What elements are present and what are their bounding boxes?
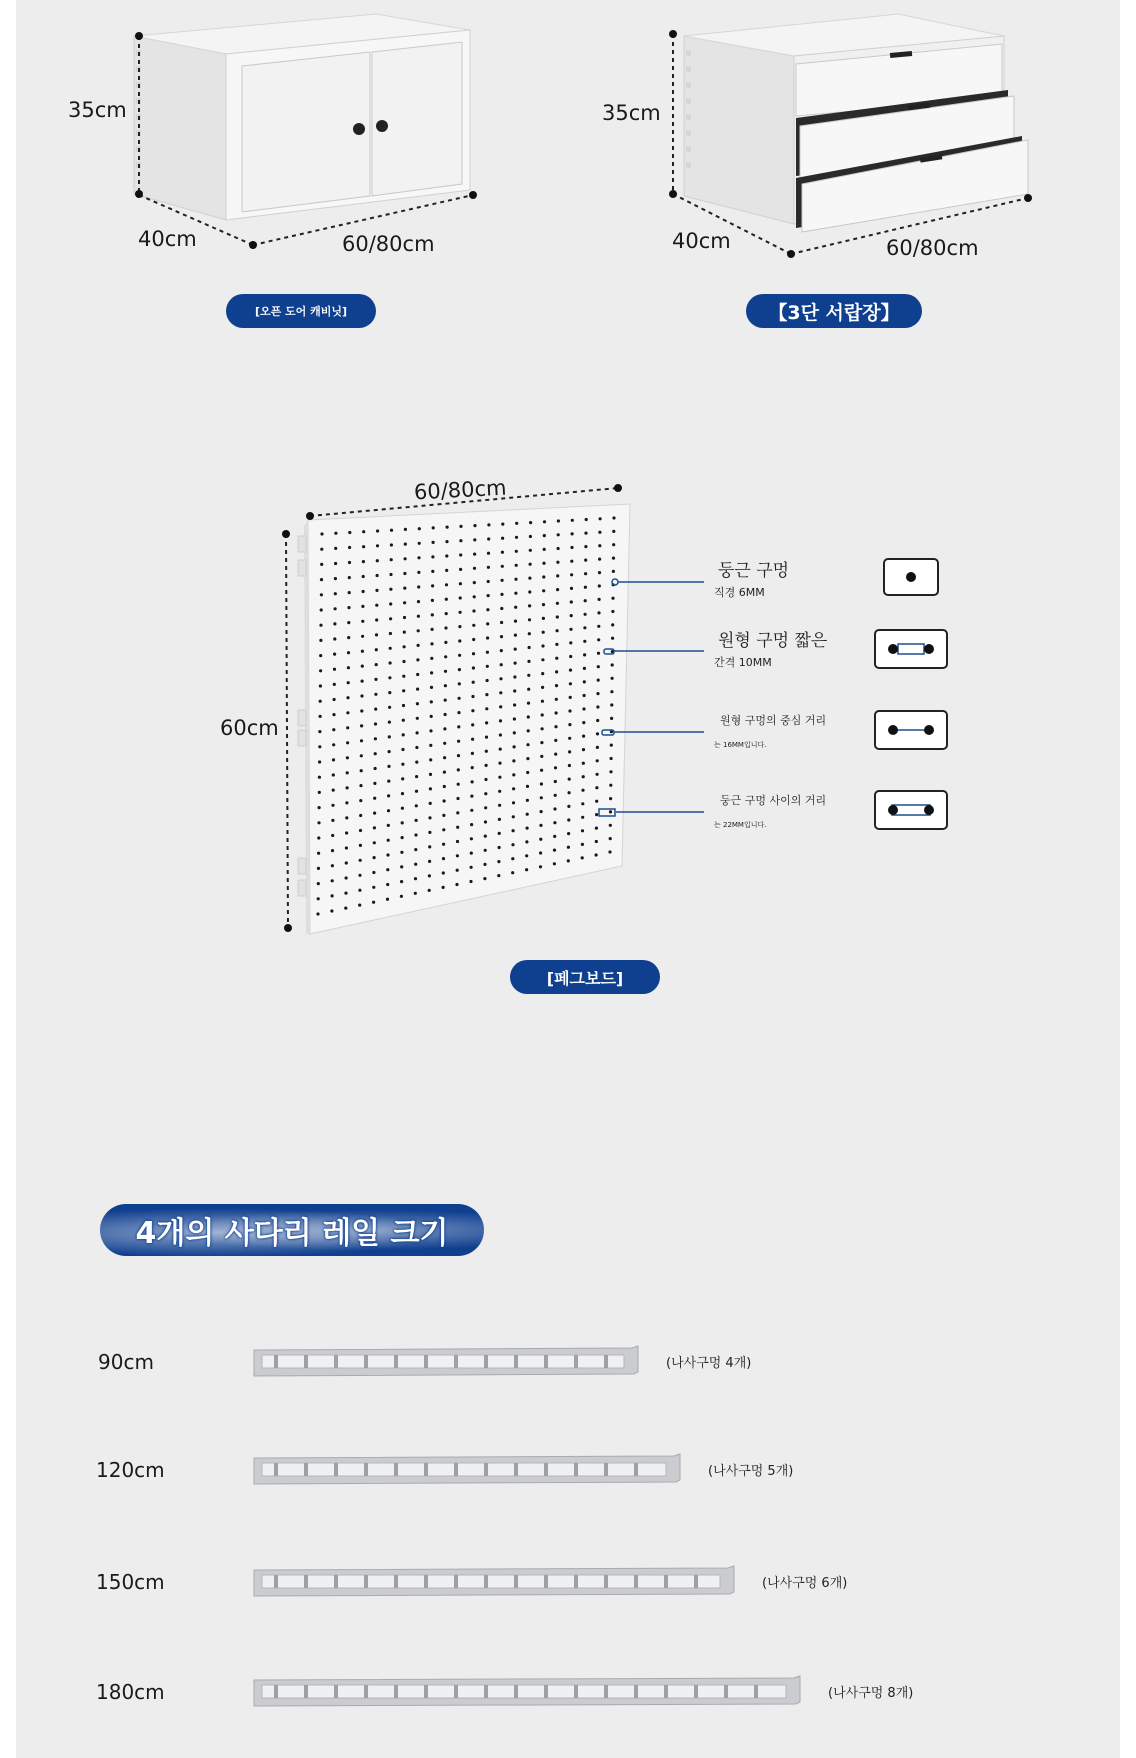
legend-title: 원형 구멍 짧은 <box>718 631 828 651</box>
drawer-depth-label: 40cm <box>672 229 731 253</box>
drawer-section <box>568 0 1120 330</box>
rail-row <box>16 1340 1120 1400</box>
short-slot-icon <box>874 629 948 669</box>
rail-size-label: 90cm <box>98 1350 154 1374</box>
rail-size-label: 120cm <box>96 1458 165 1482</box>
drawer-width-label: 60/80cm <box>886 236 979 260</box>
drawer-illustration <box>568 0 1120 330</box>
product-dimension-page <box>16 0 1120 1758</box>
rail-screw-note: (나사구멍 8개) <box>828 1686 914 1701</box>
legend-sub: 는 16MM입니다. <box>714 741 767 749</box>
legend-sub: 직경 6MM <box>714 586 765 599</box>
cabinet-width-label: 60/80cm <box>342 232 435 256</box>
rail-screw-note: (나사구멍 6개) <box>762 1576 848 1591</box>
cabinet-height-label: 35cm <box>68 98 127 122</box>
legend-title: 둥근 구멍 <box>718 561 790 581</box>
ladder-rail <box>252 1342 642 1382</box>
center-distance-icon <box>874 710 948 750</box>
legend-title: 원형 구멍의 중심 거리 <box>720 714 827 727</box>
rails-heading: 4개의 사다리 레일 크기 <box>100 1204 484 1256</box>
ladder-rail <box>252 1450 684 1490</box>
cabinet-section <box>16 0 568 330</box>
pegboard-badge: [페그보드] <box>510 960 660 994</box>
hole-gap-icon <box>874 790 948 830</box>
pegboard-width-label: 60/80cm <box>413 475 508 505</box>
rail-row <box>16 1448 1120 1508</box>
drawer-height-label: 35cm <box>602 101 661 125</box>
ladder-rail <box>252 1562 738 1602</box>
rail-screw-note: (나사구멍 5개) <box>708 1464 794 1479</box>
pegboard-height-label: 60cm <box>220 716 279 740</box>
legend-sub: 는 22MM입니다. <box>714 821 767 829</box>
cabinet-depth-label: 40cm <box>138 227 197 251</box>
cabinet-badge: [오픈 도어 캐비닛] <box>226 294 376 328</box>
legend-sub: 간격 10MM <box>714 656 772 669</box>
pegboard-section <box>16 440 1120 1010</box>
cabinet-illustration <box>16 0 568 330</box>
drawer-badge: 【3단 서랍장】 <box>746 294 922 328</box>
round-hole-icon <box>883 558 939 596</box>
rail-size-label: 180cm <box>96 1680 165 1704</box>
rail-row <box>16 1670 1120 1730</box>
pegboard-illustration <box>16 440 1120 1010</box>
rails-section <box>16 1190 1120 1758</box>
ladder-rail <box>252 1672 804 1712</box>
legend-title: 둥근 구멍 사이의 거리 <box>720 794 827 807</box>
rail-screw-note: (나사구멍 4개) <box>666 1356 752 1371</box>
rail-row <box>16 1560 1120 1620</box>
rail-size-label: 150cm <box>96 1570 165 1594</box>
